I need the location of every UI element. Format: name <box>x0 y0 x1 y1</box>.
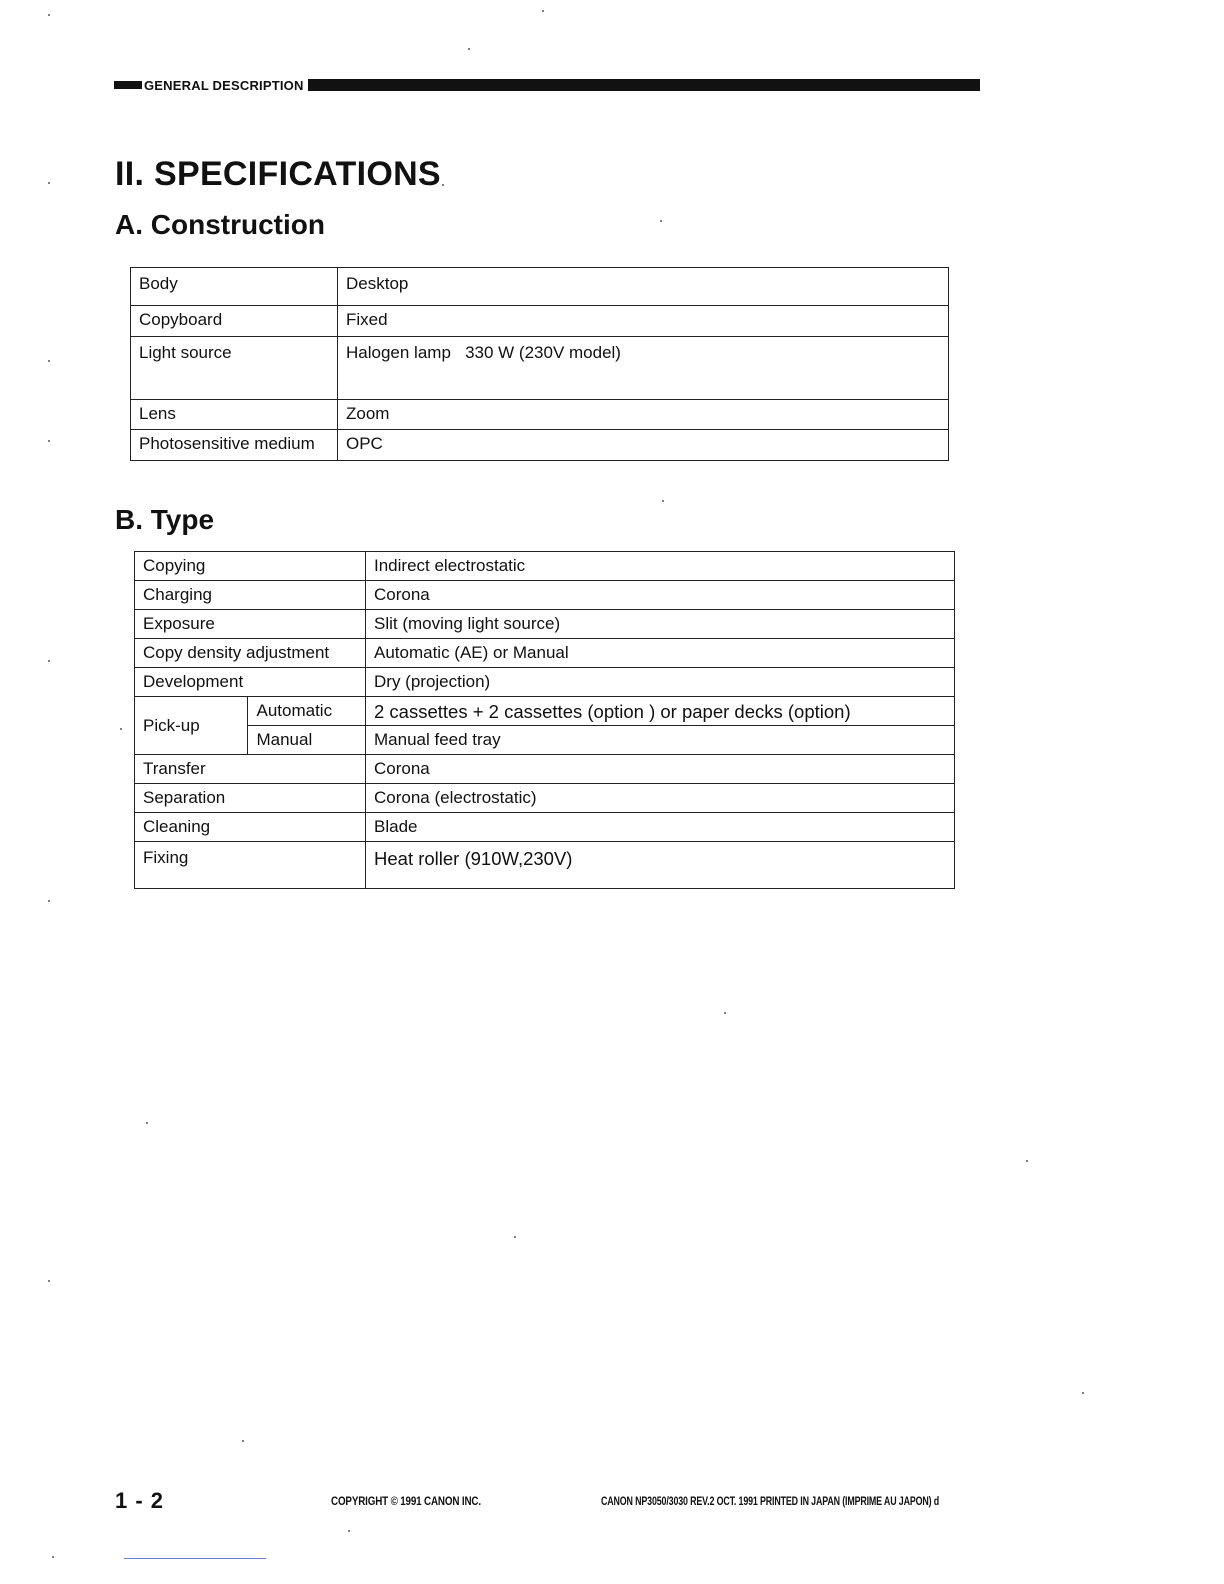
row-label: Light source <box>131 337 338 400</box>
print-notice: CANON NP3050/3030 REV.2 OCT. 1991 PRINTED IN JAPAN (IMPRIME AU JAPON) d <box>601 1494 940 1508</box>
table-row <box>135 726 955 755</box>
row-label: Transfer <box>135 755 366 784</box>
row-label: Lens <box>131 400 338 430</box>
row-value: Dry (projection) <box>366 668 955 697</box>
page-number: 1 - 2 <box>115 1488 165 1513</box>
table-row <box>135 552 955 581</box>
row-label: Photosensitive medium <box>131 430 338 461</box>
row-label: Cleaning <box>135 813 366 842</box>
copyright-notice: COPYRIGHT © 1991 CANON INC. <box>331 1494 481 1508</box>
row-value: Halogen lamp 330 W (230V model) <box>338 337 949 400</box>
type-table <box>134 551 955 889</box>
section-header <box>114 78 980 92</box>
scan-speck <box>660 220 662 222</box>
scan-speck <box>48 14 50 16</box>
row-label: Exposure <box>135 610 366 639</box>
table-row <box>135 610 955 639</box>
table-row <box>131 430 949 461</box>
scan-speck <box>442 184 444 186</box>
scan-speck <box>52 1556 54 1558</box>
row-label: Copy density adjustment <box>135 639 366 668</box>
pickup-automatic-value: 2 cassettes + 2 cassettes (option ) or paper decks (option) <box>366 697 955 726</box>
scan-speck <box>514 1236 516 1238</box>
scan-speck <box>48 182 50 184</box>
scan-speck <box>48 440 50 442</box>
scan-speck <box>724 1012 726 1014</box>
row-label: Fixing <box>135 842 366 889</box>
row-value: Automatic (AE) or Manual <box>366 639 955 668</box>
row-value: OPC <box>338 430 949 461</box>
table-row <box>135 639 955 668</box>
pickup-manual-label: Manual <box>248 726 366 755</box>
section-title: GENERAL DESCRIPTION <box>144 77 304 93</box>
scan-speck <box>348 1530 350 1532</box>
table-row <box>131 306 949 337</box>
header-lead-bar <box>114 81 142 89</box>
scan-speck <box>662 500 664 502</box>
construction-heading: A. Construction <box>115 209 325 240</box>
bottom-rule <box>124 1558 266 1559</box>
row-value: Fixed <box>338 306 949 337</box>
pickup-label: Pick-up <box>135 697 248 755</box>
scan-speck <box>242 1440 244 1442</box>
table-row <box>131 268 949 306</box>
row-value: Indirect electrostatic <box>366 552 955 581</box>
table-row <box>135 842 955 889</box>
pickup-manual-value: Manual feed tray <box>366 726 955 755</box>
table-row <box>135 697 955 726</box>
row-label: Copying <box>135 552 366 581</box>
row-label: Copyboard <box>131 306 338 337</box>
row-value: Corona <box>366 755 955 784</box>
row-label: Separation <box>135 784 366 813</box>
scan-speck <box>542 10 544 12</box>
table-row <box>135 784 955 813</box>
header-rule <box>308 79 980 91</box>
scan-speck <box>468 48 470 50</box>
scan-speck <box>48 900 50 902</box>
table-row <box>135 581 955 610</box>
table-row <box>131 400 949 430</box>
row-label: Development <box>135 668 366 697</box>
scan-speck <box>48 1280 50 1282</box>
row-value: Desktop <box>338 268 949 306</box>
scan-speck <box>48 660 50 662</box>
row-value: Corona (electrostatic) <box>366 784 955 813</box>
scan-speck <box>146 1122 148 1124</box>
table-row <box>135 755 955 784</box>
page-title: II. SPECIFICATIONS <box>115 155 441 193</box>
scan-speck <box>48 360 50 362</box>
row-value: Corona <box>366 581 955 610</box>
table-row <box>135 668 955 697</box>
scan-speck <box>1026 1160 1028 1162</box>
type-heading: B. Type <box>115 504 215 535</box>
table-row <box>131 337 949 400</box>
scan-speck <box>120 728 122 730</box>
table-row <box>135 813 955 842</box>
construction-table <box>130 267 949 461</box>
row-label: Charging <box>135 581 366 610</box>
row-value: Slit (moving light source) <box>366 610 955 639</box>
row-value: Blade <box>366 813 955 842</box>
pickup-automatic-label: Automatic <box>248 697 366 726</box>
scan-speck <box>1082 1392 1084 1394</box>
row-value: Zoom <box>338 400 949 430</box>
row-label: Body <box>131 268 338 306</box>
row-value: Heat roller (910W,230V) <box>366 842 955 889</box>
